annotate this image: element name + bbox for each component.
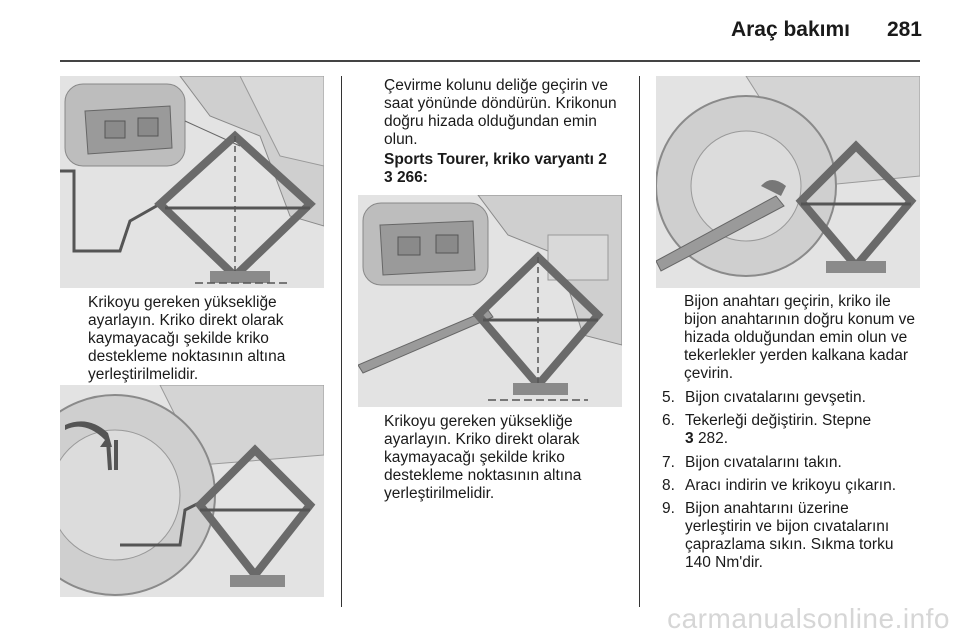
step-text: Aracı indirin ve krikoyu çıkarın. xyxy=(685,477,897,494)
step-text: Bijon cıvatalarını takın. xyxy=(685,454,842,471)
step-text: Bijon cıvatalarını gevşetin. xyxy=(685,389,866,406)
step-5 xyxy=(662,389,924,407)
step-8 xyxy=(662,477,924,495)
column-divider-right xyxy=(639,76,640,607)
subheading-text: Sports Tourer, kriko varyantı 2 xyxy=(384,151,607,168)
page-ref-icon: 3 xyxy=(384,169,393,186)
step-6 xyxy=(662,412,924,448)
subheading-ref: 266: xyxy=(396,169,428,186)
middle-caption: Krikoyu gereken yüksekliğe ayarlayın. Kriko direkt olarak kaymayacağı şekilde kriko destekleme noktasının altına yerleştirilmelidir. xyxy=(384,413,582,502)
step-number: 8. xyxy=(662,477,675,494)
step-number: 5. xyxy=(662,389,675,406)
step-number: 7. xyxy=(662,454,675,471)
step-text xyxy=(685,412,925,448)
wheel-jack-crank-illustration xyxy=(60,385,324,597)
step-6-ref: 282. xyxy=(697,430,729,447)
middle-intro: Çevirme kolunu deliğe geçirin ve saat yönünde döndürün. Krikonun doğru hizada olduğundan emin olun. xyxy=(384,77,617,148)
page-number: 281 xyxy=(886,18,922,41)
step-number: 6. xyxy=(662,412,675,429)
left-caption: Krikoyu gereken yüksekliğe ayarlayın. Kriko direkt olarak kaymayacağı şekilde kriko destekleme noktasının altına yerleştirilmelidir. xyxy=(88,294,286,383)
column-divider-left xyxy=(341,76,342,607)
jack-variant2-illustration xyxy=(358,195,622,407)
section-title: Araç bakımı xyxy=(730,18,850,41)
page-ref-icon: 3 xyxy=(685,430,694,447)
jack-detail-illustration xyxy=(60,76,324,288)
step-7 xyxy=(662,454,924,472)
step-9 xyxy=(662,500,924,572)
step-number: 9. xyxy=(662,500,675,517)
step-6-text: Tekerleği değiştirin. Stepne xyxy=(685,412,872,429)
wheel-wrench-jack-illustration xyxy=(656,76,920,288)
right-caption: Bijon anahtarı geçirin, kriko ile bijon anahtarının doğru konum ve hizada olduğundan emin olun ve tekerlekler yerden kalkana kadar çevirin. xyxy=(684,293,915,382)
variant-subheading xyxy=(384,151,629,187)
watermark: carmanualsonline.info xyxy=(667,603,950,634)
header-rule xyxy=(60,60,920,62)
step-text: Bijon anahtarını üzerine yerleştirin ve bijon cıvatalarını çaprazlama sıkın. Sıkma torku 140 Nm'dir. xyxy=(685,500,894,571)
